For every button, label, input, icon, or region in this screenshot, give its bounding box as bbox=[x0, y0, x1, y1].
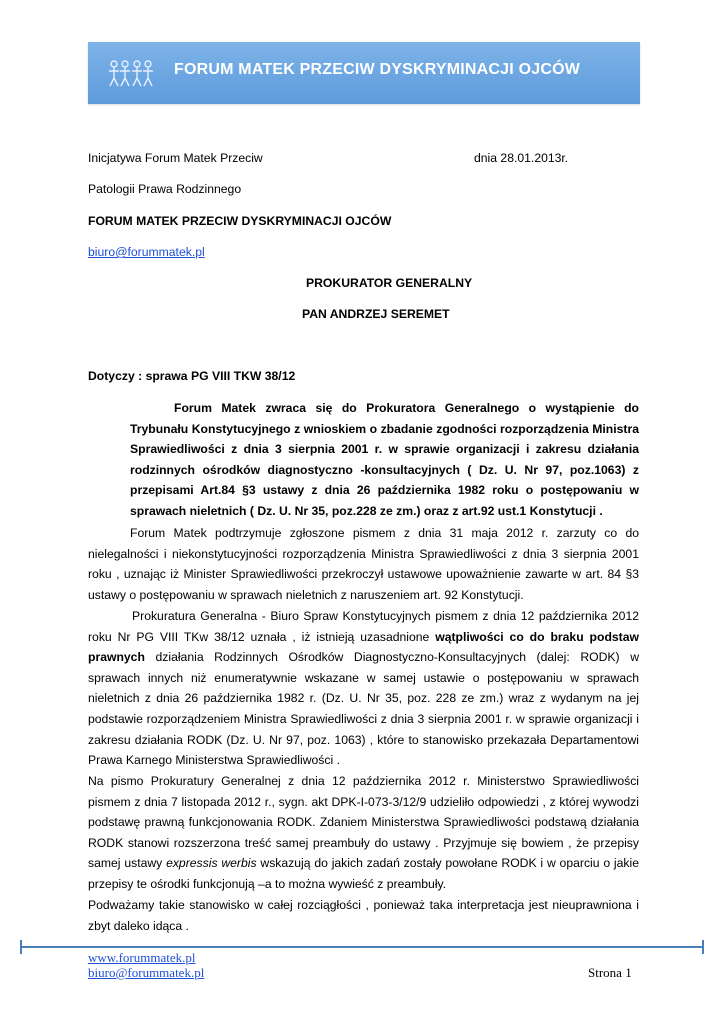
initiative-line-1: Inicjatywa Forum Matek Przeciw bbox=[88, 151, 263, 165]
paragraph-2 bbox=[88, 606, 639, 771]
footer-website-link[interactable]: www.forummatek.pl bbox=[88, 950, 196, 965]
forum-name: FORUM MATEK PRZECIW DYSKRYMINACJI OJCÓW bbox=[88, 214, 392, 228]
paragraph-3-italic: expressis werbis bbox=[166, 856, 257, 871]
header-banner bbox=[88, 42, 640, 104]
request-paragraph: Forum Matek zwraca się do Prokuratora Generalnego o wystąpienie do Trybunału Konstytucyjnego z wnioskiem o zbadanie zgodności rozporządzenia Ministra Sprawiedliwości z dnia 3 sierpnia 2001 r. w sprawie organizacji i zakresu działania rodzinnych ośrodków diagnostyczno -konsultacyjnych ( Dz. U. Nr 97, poz.1063) z przepisami Art.84 §3 ustawy z dnia 26 października 1982 roku o postępowaniu w sprawach nieletnich ( Dz. U. Nr 35, poz.228 ze zm.) oraz z art.92 ust.1 Konstytucji . bbox=[130, 401, 639, 518]
paragraph-2-bold: wątpliwości co do braku podstaw prawnych bbox=[88, 629, 639, 665]
subject-line: Dotyczy : sprawa PG VIII TKW 38/12 bbox=[88, 369, 296, 383]
paragraph-4: Podważamy takie stanowisko w całej rozciągłości , ponieważ taka interpretacja jest nieuprawniona i zbyt daleko idąca . bbox=[88, 898, 639, 933]
family-figures-logo bbox=[108, 56, 154, 90]
footer-divider bbox=[20, 946, 704, 948]
recipient-title: PROKURATOR GENERALNY bbox=[306, 276, 473, 290]
paragraph-2-text-b: działania Rodzinnych Ośrodków Diagnostyczno-Konsultacyjnych (dalej: RODK) w sprawach innych niż enumeratywnie wskazane w samej ustawie o postępowaniu w sprawach nieletnich z dnia 26 października 1982 r. (Dz. U. Nr 35, poz. 228 ze zm.) wraz z wydanym na jej podstawie rozporządzeniem Ministra Sprawiedliwości z dnia 3 sierpnia 2001 r. w sprawie organizacji i zakresu działania RODK (Dz. U. Nr 97, poz. 1063) , które to stanowisko przekazała Departamentowi Prawa Karnego Ministerstwa Sprawiedliwości . bbox=[88, 650, 639, 768]
paragraph-3-text-a: Na pismo Prokuratury Generalnej z dnia 12 października 2012 r. Ministerstwo Sprawiedliwości pismem z dnia 7 listopada 2012 r., sygn. akt DPK-I-073-3/12/9 udzieliło odpowiedzi , z której wywodzi podstawę prawną funkcjonowania RODK. Zdaniem Ministerstwa Sprawiedliwości podstawą działania RODK stanowi rozszerzona treść samej preambuły do ustawy . Przyjmuje się bowiem , że przepisy samej ustawy bbox=[88, 774, 639, 871]
document-date: dnia 28.01.2013r. bbox=[474, 151, 569, 165]
paragraph-1: Forum Matek podtrzymuje zgłoszone pismem z dnia 31 maja 2012 r. zarzuty co do nielegalności i niekonstytucyjności rozporządzenia Ministra Sprawiedliwości z dnia 3 sierpnia 2001 roku , uznając iż Minister Sprawiedliwości przekroczył ustawowe upoważnienie zawarte w art. 84 §3 ustawy o postępowaniu w sprawach nieletnich z naruszeniem art. 92 Konstytucji. bbox=[88, 526, 639, 602]
paragraph-3 bbox=[88, 771, 639, 895]
initiative-line-2: Patologii Prawa Rodzinnego bbox=[88, 182, 242, 196]
paragraph-2-text-a: Prokuratura Generalna - Biuro Spraw Konstytucyjnych pismem z dnia 12 października 2012 roku Nr PG VIII TKw 38/12 uznała , iż istnieją uzasadnione bbox=[88, 609, 639, 644]
page-number: Strona 1 bbox=[588, 965, 632, 980]
recipient-name: PAN ANDRZEJ SEREMET bbox=[302, 307, 450, 321]
banner-title: FORUM MATEK PRZECIW DYSKRYMINACJI OJCÓW bbox=[174, 61, 581, 78]
paragraph-3-text-b: wskazują do jakich zadań zostały powołane RODK i w oparciu o jakie przepisy te ośrodki funkcjonują –a to można wywieść z preambuły. bbox=[88, 856, 639, 891]
header-email-link[interactable]: biuro@forummatek.pl bbox=[88, 245, 205, 259]
footer-email-link[interactable]: biuro@forummatek.pl bbox=[88, 965, 205, 980]
